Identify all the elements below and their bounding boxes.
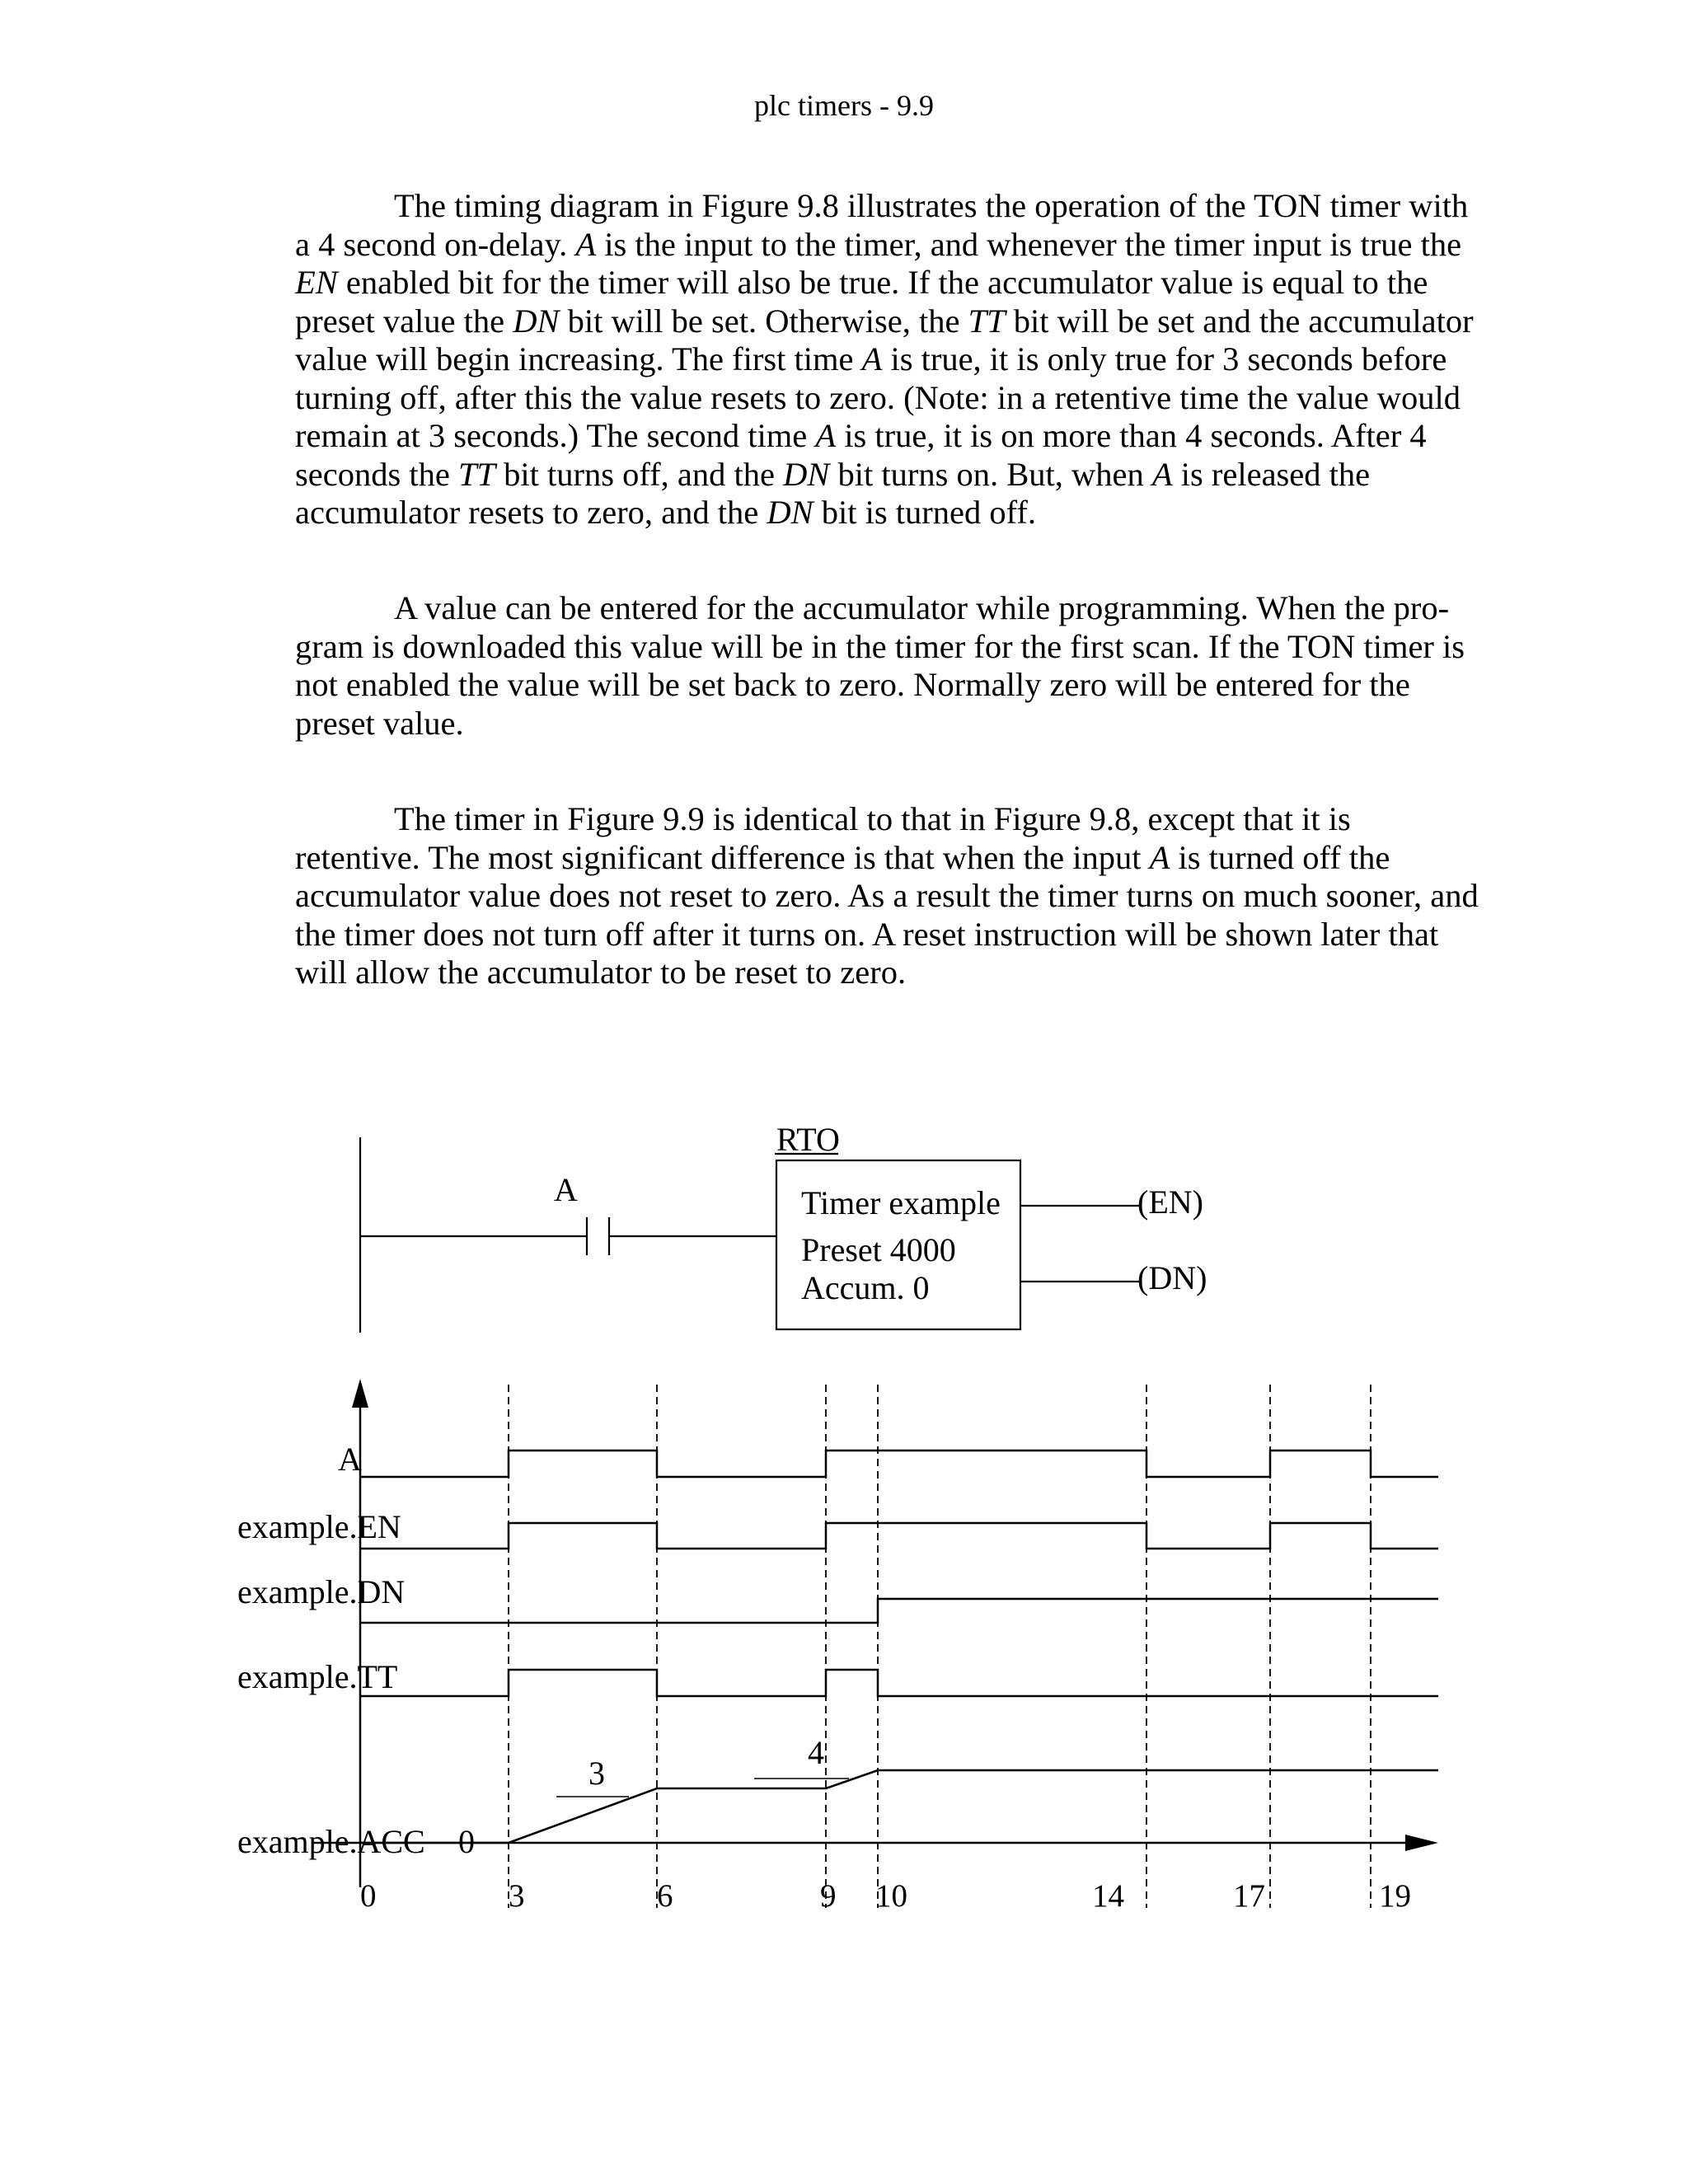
text-run: The timer in Figure 9.9 is identical to that in Figure 9.8, except that it is retentive. The most significant difference is that when the input [295, 800, 1351, 876]
x-tick-label-0: 0 [360, 1878, 377, 1914]
signal-label-a: A [338, 1441, 362, 1478]
x-axis-arrow [1405, 1835, 1438, 1851]
text-run: A value can be entered for the accumulator while programming. When the pro-gram is downloaded this value will be in the timer for the first scan. If the TON timer is not enabled the value will be set back to zero. Normally zero will be entered for the preset value. [295, 589, 1465, 742]
x-tick-label-19: 19 [1379, 1878, 1411, 1914]
text-run: is true, it is on more than 4 seconds. After 4 seconds the [295, 417, 1427, 493]
signal-label-acc: example.ACC [237, 1823, 425, 1860]
acc-annotation-4: 4 [808, 1734, 824, 1771]
en-output-coil: (EN) [1137, 1183, 1203, 1221]
italic-term: TT [457, 455, 496, 493]
x-tick-label-17: 17 [1233, 1878, 1265, 1914]
time-gridlines [509, 1385, 1371, 1908]
ladder-diagram [360, 1137, 1142, 1333]
italic-term: A [1151, 455, 1173, 493]
italic-term: TT [968, 302, 1006, 340]
text-run: is released the accumulator resets to zero, and the [295, 455, 1371, 531]
x-tick-label-3: 3 [509, 1878, 525, 1914]
italic-term: EN [295, 264, 338, 301]
text-run: bit turns on. But, when [829, 455, 1152, 493]
acc-annotation-3: 3 [588, 1755, 605, 1792]
trace-tt [360, 1670, 1438, 1696]
text-run: bit is turned off. [813, 494, 1037, 531]
trace-en [360, 1523, 1438, 1549]
italic-term: A [861, 340, 883, 377]
rto-preset: Preset 4000 [801, 1231, 956, 1268]
text-run: is the input to the timer, and whenever the timer input is true the [596, 225, 1462, 263]
accumulator-trace [360, 1734, 1438, 1843]
signal-traces [360, 1451, 1438, 1696]
trace-acc [360, 1770, 1438, 1843]
signal-label-en: example.EN [237, 1508, 401, 1545]
ladder-labels [554, 1121, 1207, 1306]
signal-label-tt: example.TT [237, 1658, 398, 1695]
italic-term: A [1149, 838, 1170, 876]
italic-term: A [575, 225, 597, 263]
contact-label: A [554, 1171, 578, 1208]
italic-term: DN [783, 455, 830, 493]
signal-label-dn: example.DN [237, 1573, 406, 1610]
text-run: is true, it is only true for 3 seconds before turning off, after this the value resets to zero. (Note: in a retentive time the value would remain at 3 seconds.) The second time [295, 340, 1461, 454]
text-run: The timing diagram in Figure 9.8 illustrates the operation of the TON timer with a 4 second on-delay. [295, 187, 1469, 263]
page-header: plc timers - 9.9 [754, 89, 934, 122]
rto-block-name: Timer example [801, 1184, 1001, 1221]
x-tick-label-9: 9 [820, 1878, 837, 1914]
text-run: bit will be set. Otherwise, the [559, 302, 968, 340]
x-tick-label-14: 14 [1092, 1878, 1124, 1914]
trace-dn [360, 1599, 1438, 1623]
italic-term: DN [513, 302, 560, 340]
signal-labels [237, 1441, 475, 1860]
text-run: bit will be set and the accumulator value will begin increasing. The first time [295, 302, 1474, 377]
x-tick-label-10: 10 [875, 1878, 907, 1914]
italic-term: A [815, 417, 837, 454]
rto-block-type: RTO [776, 1121, 840, 1158]
x-tick-labels [360, 1878, 1411, 1914]
dn-output-coil: (DN) [1137, 1259, 1207, 1296]
italic-term: DN [767, 494, 814, 531]
x-tick-label-6: 6 [657, 1878, 673, 1914]
text-run: enabled bit for the timer will also be true. If the accumulator value is equal to the preset value the [295, 264, 1428, 340]
y-axis-arrow [352, 1379, 368, 1408]
rto-accum: Accum. 0 [801, 1269, 930, 1306]
text-run: bit turns off, and the [495, 455, 784, 493]
trace-a [360, 1451, 1438, 1477]
text-run: is turned off the accumulator value does not reset to zero. As a result the timer turns on much sooner, and the timer does not turn off after it turns on. A reset instruction will be shown later that will allow the accumulator to be reset to zero. [295, 838, 1479, 991]
acc-initial-value: 0 [458, 1823, 475, 1860]
